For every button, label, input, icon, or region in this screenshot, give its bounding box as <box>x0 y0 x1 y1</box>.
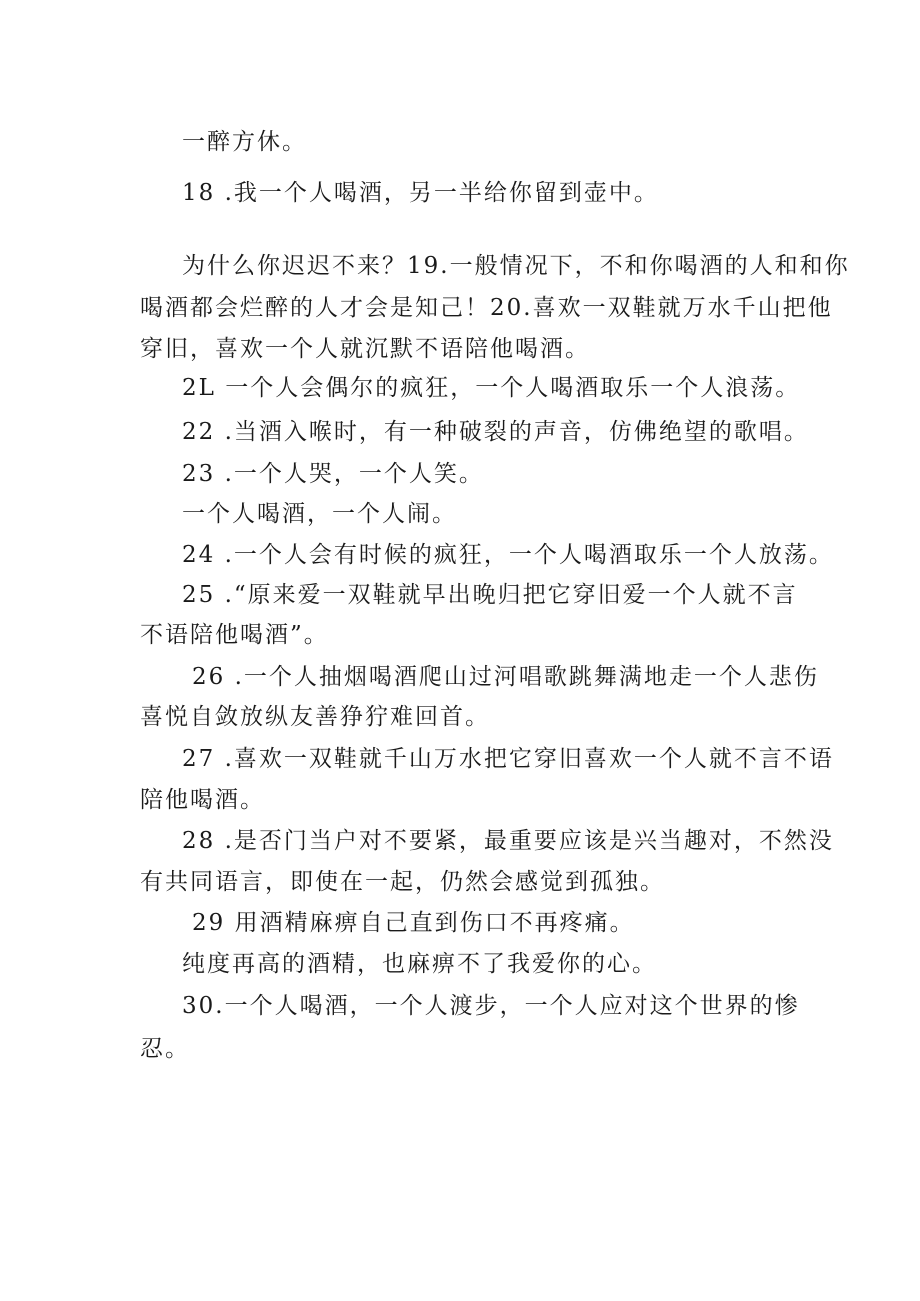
text-line: 有共同语言，即使在一起，仍然会感觉到孤独。 <box>140 869 665 895</box>
text-line: 忍。 <box>140 1036 190 1062</box>
text-line: 18 .我一个人喝酒，另一半给你留到壶中。 <box>182 180 659 206</box>
text-line: 22 .当酒入喉时，有一种破裂的声音，仿佛绝望的歌唱。 <box>182 419 809 445</box>
text-line: 不语陪他喝酒”。 <box>140 622 329 648</box>
text-line: 24 .一个人会有时候的疯狂，一个人喝酒取乐一个人放荡。 <box>182 542 834 568</box>
text-line: 30.一个人喝酒，一个人渡步，一个人应对这个世界的惨 <box>182 993 800 1019</box>
text-line: 25 .“原来爱一双鞋就早出晚归把它穿旧爱一个人就不言 <box>182 582 798 608</box>
text-line: 纯度再高的酒精，也麻痹不了我爱你的心。 <box>182 951 657 977</box>
text-line: 陪他喝酒。 <box>140 787 265 813</box>
text-line: 穿旧，喜欢一个人就沉默不语陪他喝酒。 <box>140 336 590 362</box>
text-line: 29 用酒精麻痹自己直到伤口不再疼痛。 <box>192 910 635 936</box>
text-line: 2L 一个人会偶尔的疯狂，一个人喝酒取乐一个人浪荡。 <box>182 375 801 401</box>
text-line: 喝酒都会烂醉的人才会是知己！20.喜欢一双鞋就万水千山把他 <box>140 295 833 321</box>
text-line: 23 .一个人哭，一个人笑。 <box>182 461 484 487</box>
text-line: 27 .喜欢一双鞋就千山万水把它穿旧喜欢一个人就不言不语 <box>182 746 834 772</box>
text-line: 26 .一个人抽烟喝酒爬山过河唱歌跳舞满地走一个人悲伤 <box>192 664 819 690</box>
text-line: 喜悦自敛放纵友善狰狞难回首。 <box>140 704 490 730</box>
text-line: 为什么你迟迟不来？19.一般情况下，不和你喝酒的人和和你 <box>182 253 850 279</box>
text-line: 一个人喝酒，一个人闹。 <box>182 501 457 527</box>
text-line: 一醉方休。 <box>182 129 307 155</box>
text-line: 28 .是否门当户对不要紧，最重要应该是兴当趣对，不然没 <box>182 828 834 854</box>
